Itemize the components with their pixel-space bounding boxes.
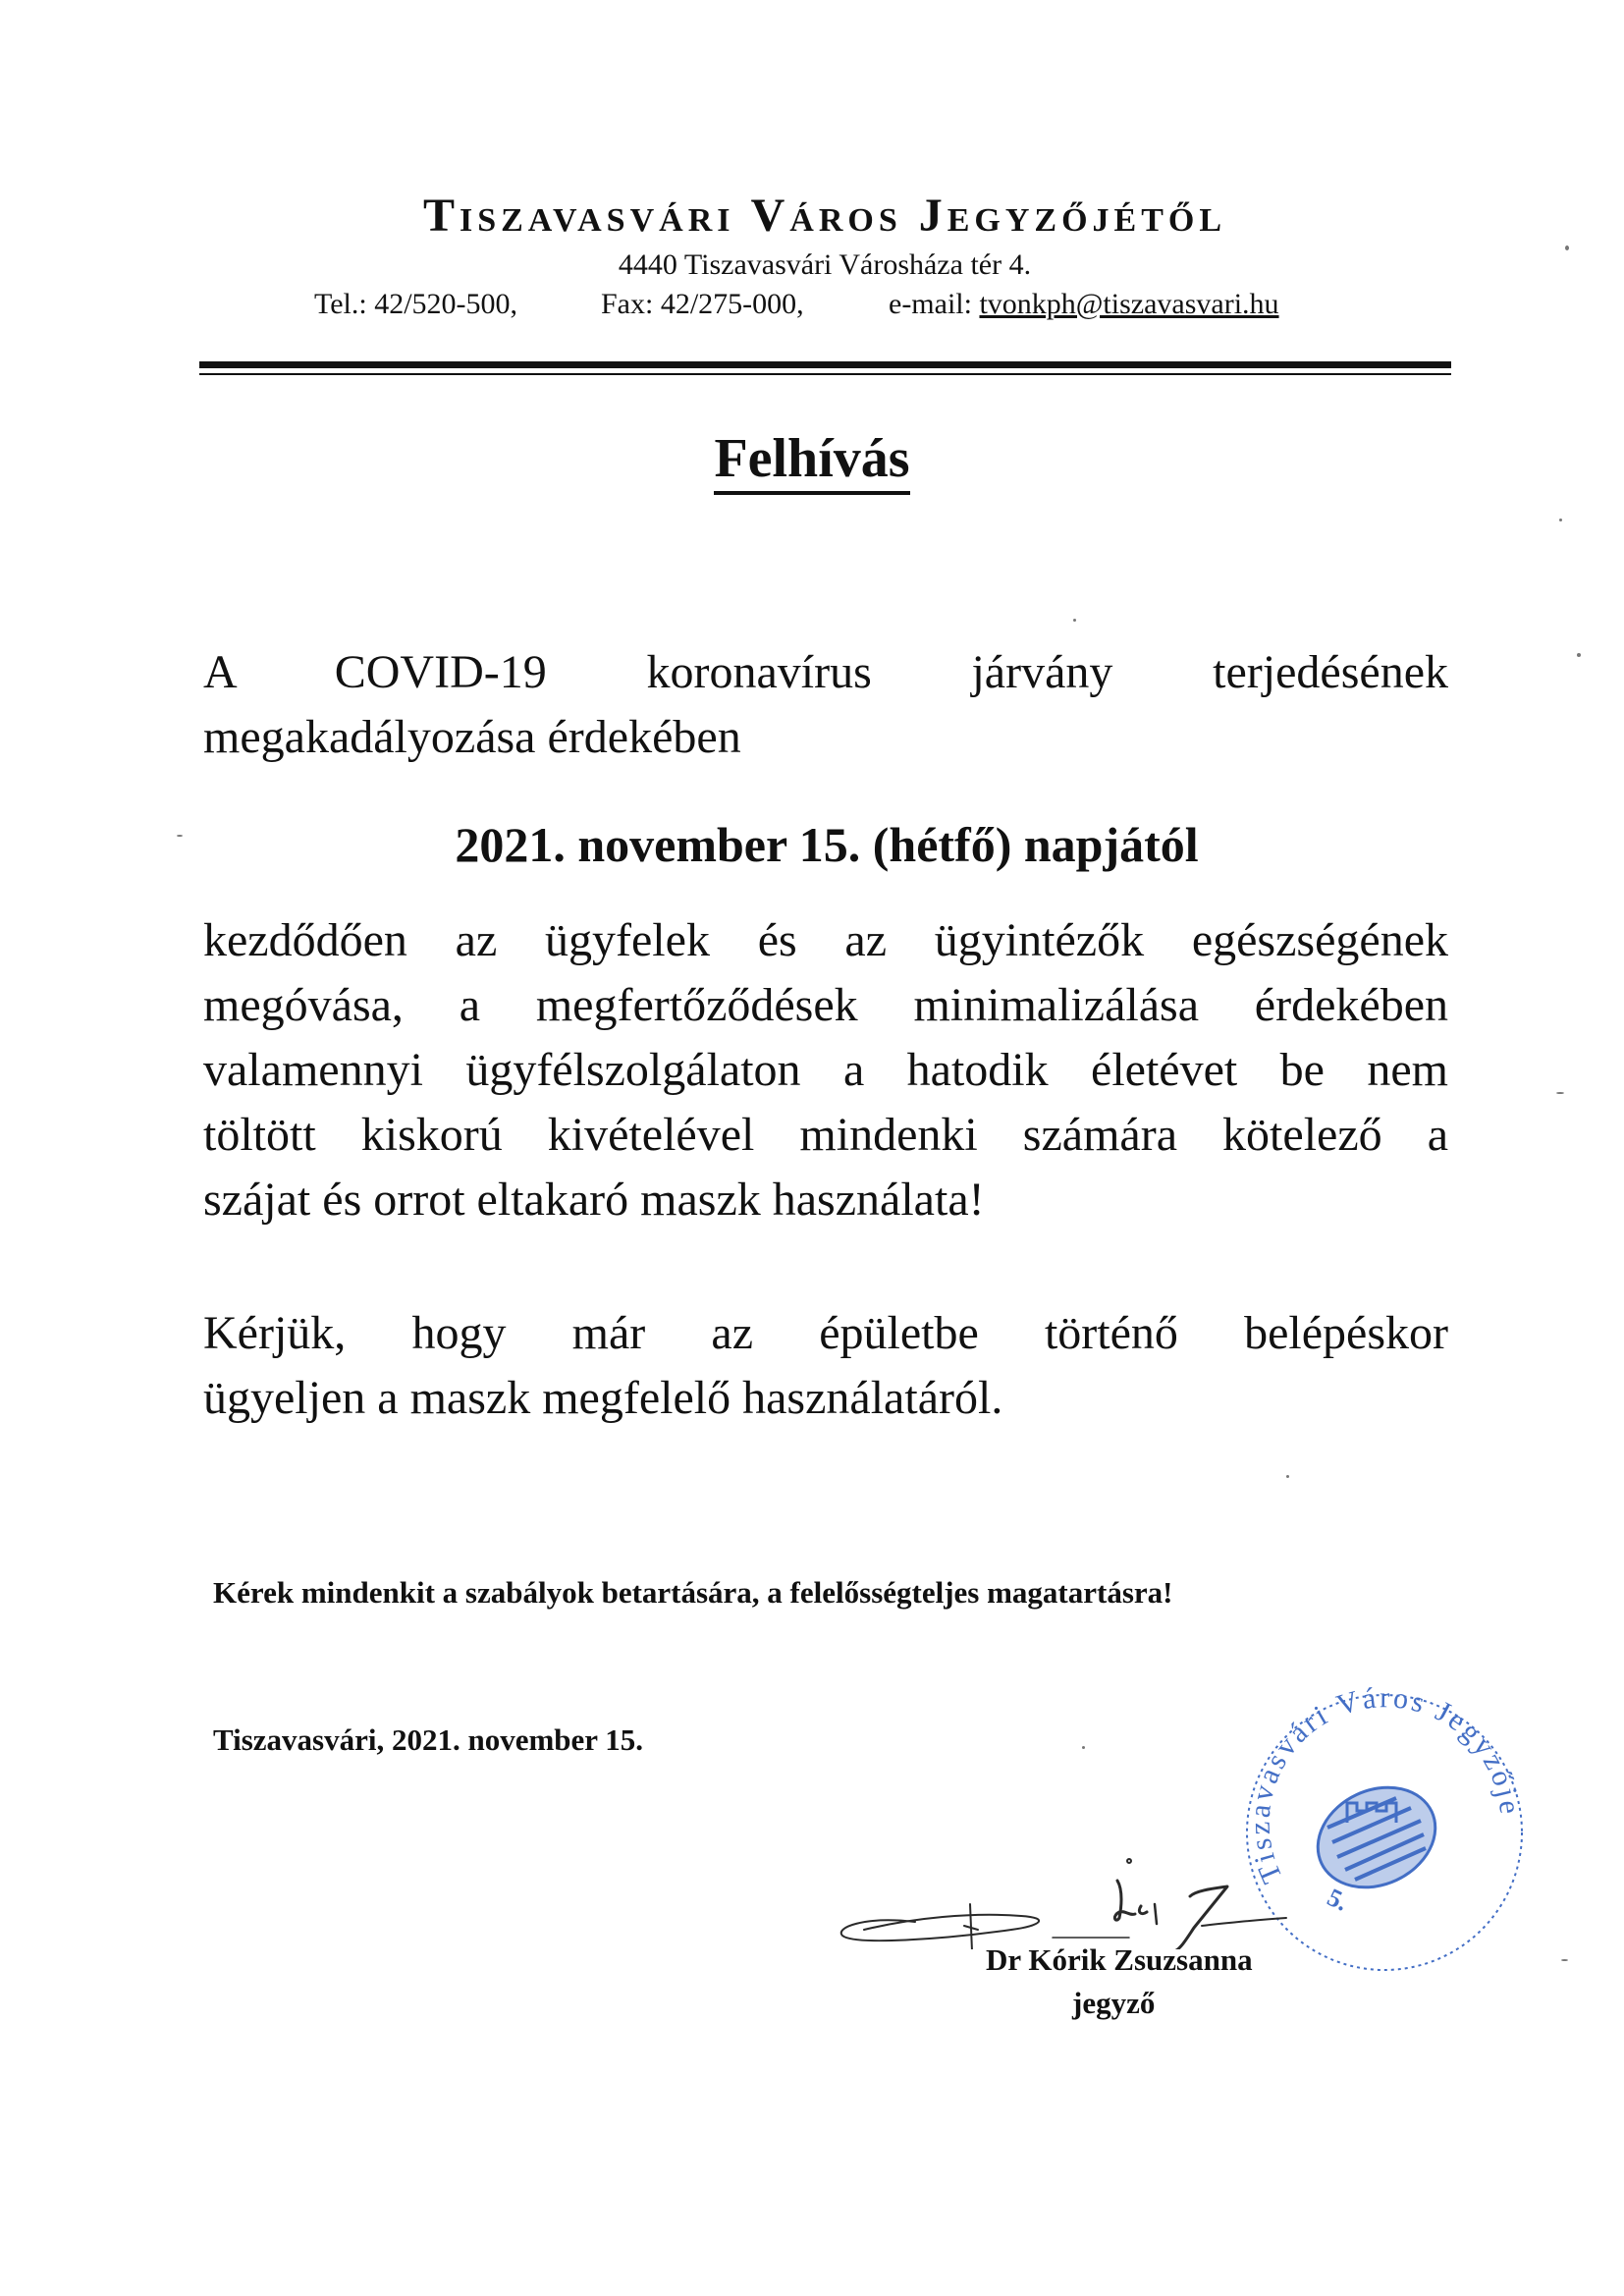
letterhead-title bbox=[196, 187, 1453, 246]
place-and-date: Tiszavasvári, 2021. november 15. bbox=[213, 1722, 644, 1757]
scan-speck bbox=[1577, 653, 1581, 657]
letterhead-divider-thick bbox=[199, 361, 1451, 368]
scan-speck bbox=[177, 835, 183, 837]
signer-role: jegyző bbox=[1072, 1986, 1156, 2020]
scan-speck bbox=[1565, 246, 1569, 250]
main-line-1: kezdődően az ügyfelek és az ügyintézők egészségének bbox=[203, 914, 1448, 966]
intro-line-2: megakadályozása érdekében bbox=[203, 711, 741, 763]
request-line-2: ügyeljen a maszk megfelelő használatáról. bbox=[203, 1372, 1003, 1424]
letterhead-fax: Fax: 42/275-000, bbox=[601, 288, 804, 320]
scan-speck bbox=[1286, 1475, 1289, 1478]
scan-speck bbox=[1561, 1959, 1568, 1961]
scan-speck bbox=[1082, 1746, 1085, 1749]
main-line-3: valamennyi ügyfélszolgálaton a hatodik életévet be nem bbox=[203, 1044, 1448, 1096]
main-line-2: megóvása, a megfertőződések minimalizálása érdekében bbox=[203, 979, 1448, 1031]
document-title-text: Felhívás bbox=[714, 428, 909, 495]
handwritten-signature bbox=[825, 1822, 1296, 1949]
coat-of-arms-icon bbox=[1302, 1769, 1452, 1905]
letterhead-contacts bbox=[314, 287, 1279, 322]
main-paragraph bbox=[203, 908, 1448, 1232]
scan-speck bbox=[1556, 1092, 1564, 1094]
effective-date-line: 2021. november 15. (hétfő) napjától bbox=[455, 817, 1199, 872]
intro-line-1: A COVID-19 koronavírus járvány terjedésének bbox=[203, 646, 1448, 698]
scan-speck bbox=[1559, 519, 1562, 521]
main-line-5: szájat és orrot eltakaró maszk használata! bbox=[203, 1174, 985, 1226]
request-line-1: Kérjük, hogy már az épületbe történő belépéskor bbox=[203, 1307, 1448, 1359]
closing-note: Kérek mindenkit a szabályok betartására, a felelősségteljes magatartásra! bbox=[213, 1575, 1173, 1610]
letterhead-address: 4440 Tiszavasvári Városháza tér 4. bbox=[618, 248, 1032, 281]
letterhead-divider-thin bbox=[199, 373, 1451, 375]
request-paragraph bbox=[203, 1301, 1448, 1431]
letterhead-email-link[interactable]: tvonkph@tiszavasvari.hu bbox=[979, 288, 1279, 320]
stamp-text: Tiszavasvári Város Jegyzője bbox=[1243, 1681, 1527, 1888]
signer-name: Dr Kórik Zsuzsanna bbox=[986, 1942, 1253, 1977]
scan-speck bbox=[1073, 619, 1076, 622]
document-title bbox=[0, 426, 1624, 491]
stamp-number: 5. bbox=[1323, 1883, 1353, 1917]
letterhead-title-text: Tiszavasvári Város Jegyzőjétől bbox=[422, 190, 1227, 242]
main-line-4: töltött kiskorú kivételével mindenki számára kötelező a bbox=[203, 1109, 1448, 1161]
intro-paragraph bbox=[203, 640, 1448, 770]
letterhead-email-label: e-mail: bbox=[889, 288, 972, 320]
letterhead-tel: Tel.: 42/520-500, bbox=[314, 288, 518, 320]
